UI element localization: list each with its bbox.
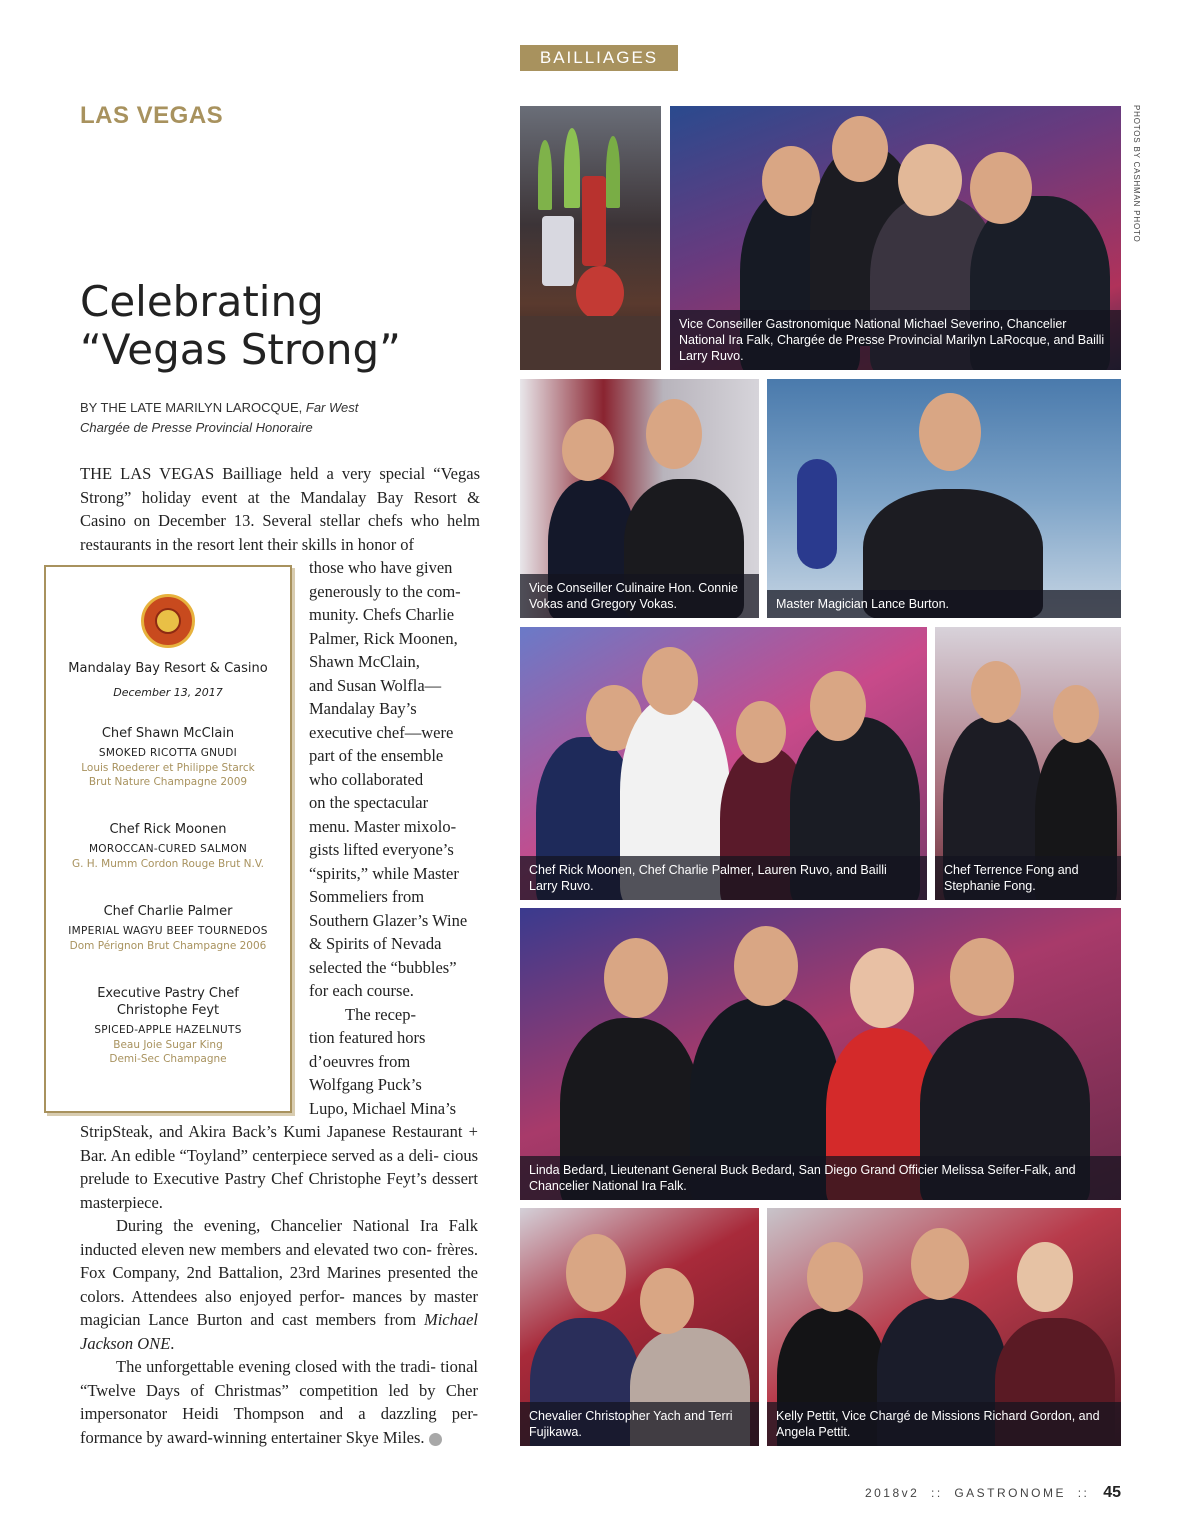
photo-magician (767, 379, 1121, 618)
section-title: LAS VEGAS (80, 102, 224, 129)
photo-pettit (767, 1208, 1121, 1446)
body-para-3-text: The unforgettable evening closed with the tradi- tional “Twelve Days of Christmas” competition led by Cher impersonator Heidi Thompson and a dazzling per- formance by award-winning entertainer Skye Miles. (80, 1357, 478, 1447)
course-chef: Chef Rick Moonen (109, 822, 227, 837)
photo-caption: Chef Rick Moonen, Chef Charlie Palmer, Lauren Ruvo, and Bailli Larry Ruvo. (520, 856, 927, 900)
body-intro: THE LAS VEGAS Bailliage held a very special “Vegas Strong” holiday event at the Mandalay Bay Resort & Casino on December 13. Several stellar chefs who helm restaurants in the resort lent their skills in honor of (80, 464, 480, 554)
photo-chefs (520, 627, 927, 900)
byline (80, 398, 358, 438)
body-show-title: Michael Jackson ONE (80, 1310, 479, 1353)
course-chef: Chef Shawn McClain (101, 726, 235, 741)
course-wine: Dom Pérignon Brut Champagne 2006 (69, 940, 267, 952)
page-footer (865, 1484, 1121, 1502)
body-column-line: on the spectacular (309, 793, 429, 812)
section-tag: BAILLIAGES (520, 45, 678, 71)
body-column-line: generously to the com- (309, 581, 461, 601)
course-chef: Chef Charlie Palmer (103, 904, 233, 919)
footer-issue: 2018v2 (864, 1486, 920, 1500)
confrerie-seal-icon (141, 594, 195, 648)
menu-course (46, 985, 290, 1066)
photo-toyland-centerpiece (520, 106, 661, 370)
body-para-2: During the evening, Chancelier National Ira Falk inducted eleven new members and elevated two con- frères. Fox Company, 2nd Battalion, 23rd Marines presented the colors. Attendees also enjoyed perfor- mances by master magician Lance Burton and cast members from Michael Jackson ONE. (80, 1216, 479, 1353)
course-dish: MOROCCAN-CURED SALMON (88, 843, 248, 855)
body-para-3 (80, 1355, 478, 1449)
body-column-line: executive chef—were (309, 722, 454, 742)
body-column-line: tion featured hors (309, 1028, 426, 1047)
photo-caption: Kelly Pettit, Vice Chargé de Missions Richard Gordon, and Angela Pettit. (767, 1402, 1121, 1446)
footer-magazine: GASTRONOME (954, 1486, 1067, 1500)
body-column-line: menu. Master mixolo- (309, 816, 457, 836)
photo-caption: Linda Bedard, Lieutenant General Buck Bedard, San Diego Grand Officier Melissa Seifer-Falk, and Chancelier National Ira Falk. (520, 1156, 1121, 1200)
photo-vokas (520, 379, 759, 618)
headline (80, 278, 401, 374)
photo-caption: Vice Conseiller Culinaire Hon. Connie Vokas and Gregory Vokas. (520, 574, 759, 618)
photo-fong (935, 627, 1121, 900)
body-column-line: “spirits,” while Master (309, 863, 459, 883)
byline-region: Far West (305, 400, 359, 415)
body-column-line: those who have given (309, 558, 453, 577)
course-wine: Beau Joie Sugar King Demi-Sec Champagne (109, 1039, 227, 1065)
body-column-line: The recep- (345, 1004, 416, 1024)
byline-prefix: BY THE LATE MARILYN LAROCQUE, (80, 400, 303, 415)
photo-yach (520, 1208, 759, 1446)
body-column-line: munity. Chefs Charlie (309, 605, 455, 624)
body-narrow-column (309, 556, 484, 1120)
body-intro-block (80, 462, 480, 556)
menu-course (46, 821, 290, 871)
end-mark-icon: G (429, 1433, 442, 1446)
body-column-line: Wolfgang Puck’s (309, 1075, 422, 1094)
menu-course (46, 725, 290, 789)
body-column-line: and Susan Wolfla— (309, 675, 442, 695)
course-wine: G. H. Mumm Cordon Rouge Brut N.V. (71, 858, 265, 870)
photo-credit: PHOTOS BY CASHMAN PHOTO (1132, 105, 1141, 243)
body-column-line: Lupo, Michael Mina’s (309, 1098, 457, 1118)
footer-sep: :: (931, 1486, 943, 1500)
menu-date: December 13, 2017 (113, 686, 223, 699)
headline-line-1: Celebrating (80, 277, 324, 326)
menu-box (44, 565, 292, 1113)
body-column-line: part of the ensemble (309, 746, 444, 765)
course-dish: SMOKED RICOTTA GNUDI (98, 747, 238, 759)
photo-bedard (520, 908, 1121, 1200)
menu-course (46, 903, 290, 953)
body-para-2-text: During the evening, Chancelier National Ira Falk inducted eleven new members and elevated two con- frères. Fox Company, 2nd Battalion, 23rd Marines presented the colors. Attendees also enjoyed perfor- mances by master magician Lance Burton and cast members from (80, 1216, 478, 1329)
course-dish: SPICED-APPLE HAZELNUTS (94, 1024, 242, 1036)
page-number: 45 (1103, 1484, 1121, 1501)
photo-caption: Vice Conseiller Gastronomique National Michael Severino, Chancelier National Ira Falk, Chargée de Presse Provincial Marilyn LaRocque, and Bailli Larry Ruvo. (670, 310, 1121, 370)
body-column-line: Shawn McClain, (309, 652, 420, 671)
body-column-line: Palmer, Rick Moonen, (309, 628, 458, 648)
course-dish: IMPERIAL WAGYU BEEF TOURNEDOS (68, 925, 268, 937)
body-column-line: Sommeliers from (309, 887, 425, 906)
body-column-line: for each course. (309, 981, 414, 1000)
headline-line-2: “Vegas Strong” (80, 325, 401, 374)
body-column-line: Southern Glazer’s Wine (309, 910, 468, 930)
byline-title: Chargée de Presse Provincial Honoraire (80, 420, 313, 435)
body-column-line: who collaborated (309, 769, 424, 789)
body-main-block (80, 1120, 478, 1449)
body-column-line: & Spirits of Nevada (309, 934, 442, 953)
footer-sep: :: (1077, 1486, 1090, 1500)
photo-caption: Chef Terrence Fong and Stephanie Fong. (935, 856, 1121, 900)
photo-caption: Chevalier Christopher Yach and Terri Fujikawa. (520, 1402, 759, 1446)
body-column-line: Mandalay Bay’s (309, 699, 417, 718)
photo-officers (670, 106, 1121, 370)
body-column-line: gists lifted everyone’s (309, 840, 454, 859)
course-chef: Executive Pastry Chef Christophe Feyt (97, 986, 239, 1018)
photo-caption: Master Magician Lance Burton. (767, 590, 1121, 618)
course-wine: Louis Roederer et Philippe Starck Brut Nature Champagne 2009 (81, 762, 255, 788)
menu-venue: Mandalay Bay Resort & Casino (68, 661, 268, 676)
body-continued: StripSteak, and Akira Back’s Kumi Japanese Restaurant + Bar. An edible “Toyland” centerpiece served as a deli- cious prelude to Executive Pastry Chef Christophe Feyt’s dessert masterpiece. (80, 1122, 478, 1212)
body-column-line: selected the “bubbles” (309, 957, 457, 977)
body-column-line: d’oeuvres from (309, 1051, 411, 1071)
